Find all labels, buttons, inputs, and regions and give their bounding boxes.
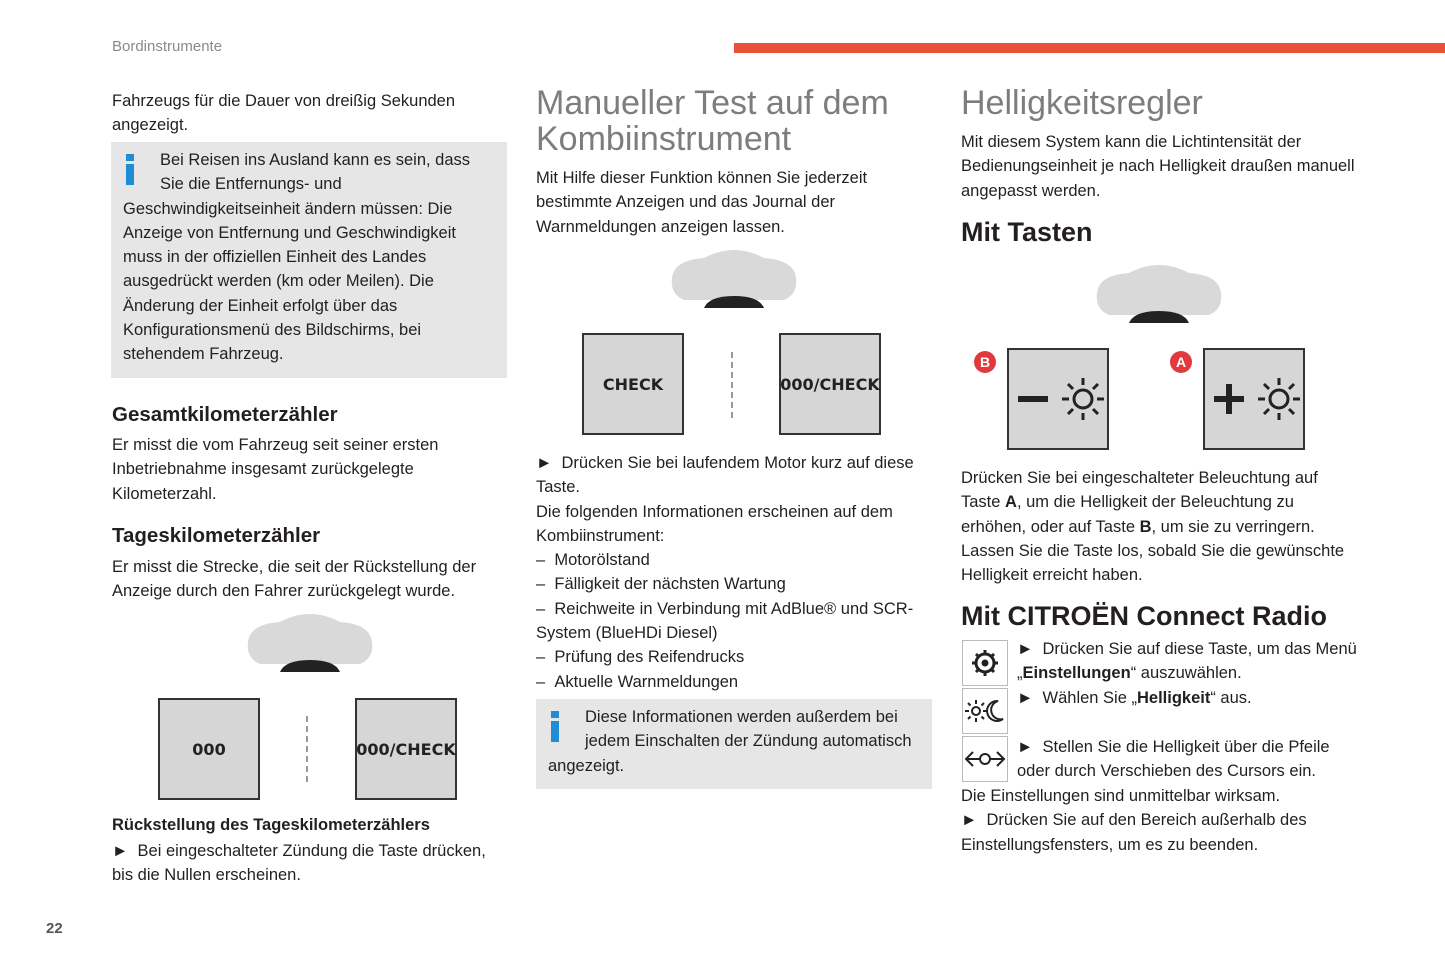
radio-effect: Die Einstellungen sind unmittelbar wirksam. ► Drücken Sie auf den Bereich außerhalb des Einstellungsfensters, um es zu beenden.	[961, 784, 1361, 857]
brightness-intro	[961, 130, 1357, 203]
badge-a: A	[1170, 351, 1192, 373]
brightness-intro-text: Mit diesem System kann die Lichtintensität der Bedienungseinheit je nach Helligkeit draußen manuell angepasst werden.	[961, 133, 1355, 200]
separator	[731, 352, 733, 418]
keys-instructions: Drücken Sie bei eingeschalteter Beleuchtung auf Taste A, um die Helligkeit der Beleuchtung zu erhöhen, oder auf Taste B, um sie zu verringern. Lassen Sie die Taste los, sobald Sie die gewünschte Helligkeit erreicht haben.	[961, 469, 1345, 585]
radio-step-3: ► Stellen Sie die Helligkeit über die Pfeile oder durch Verschieben des Cursors ein.	[1017, 738, 1330, 781]
header-accent-bar	[734, 43, 1445, 53]
brightness-sun-moon-icon[interactable]	[962, 688, 1008, 734]
manual-test-step: Drücken Sie bei laufendem Motor kurz auf diese Taste.	[536, 454, 914, 497]
slider-arrows-icon[interactable]	[962, 736, 1008, 782]
page-number: 22	[46, 920, 63, 937]
connect-radio-heading: Mit CITROËN Connect Radio	[961, 601, 1327, 631]
reset-step	[112, 839, 508, 888]
check-button[interactable]: CHECK	[582, 333, 684, 435]
total-odometer-paragraph: Er misst die vom Fahrzeug seit seiner ersten Inbetriebnahme insgesamt zurückgelegte Kilometerzahl.	[112, 436, 439, 503]
info-icon	[548, 705, 570, 749]
play-arrow-icon: ►	[961, 811, 978, 830]
brightness-decrease-button[interactable]	[1007, 348, 1109, 450]
trip-odometer-text	[112, 555, 508, 604]
manual-test-title: Manueller Test auf dem Kombiinstrument	[536, 84, 889, 158]
radio-step-1: ► Drücken Sie auf diese Taste, um das Menü „Einstellungen“ auszuwählen. ► Wählen Sie „Helligkeit“ aus.	[1017, 640, 1357, 707]
separator	[306, 716, 308, 782]
col1-intro: Fahrzeugs für die Dauer von dreißig Sekunden angezeigt.	[112, 92, 456, 135]
manual-test-intro	[536, 166, 932, 239]
brightness-increase-button[interactable]	[1203, 348, 1305, 450]
manual-test-steps	[536, 451, 932, 694]
car-silhouette-icon	[664, 248, 804, 310]
minus-sun-icon	[1012, 374, 1104, 424]
total-odometer-heading: Gesamtkilometerzähler	[112, 403, 338, 426]
intro-text	[112, 89, 508, 138]
odometer-button-000-check[interactable]: 000/CHECK	[355, 698, 457, 800]
section-title: Bordinstrumente	[112, 38, 223, 55]
radio-effect-text: Die Einstellungen sind unmittelbar wirksam.	[961, 787, 1281, 805]
play-arrow-icon: ►	[536, 454, 553, 472]
travel-note	[111, 142, 507, 378]
manual-test-info-line: Die folgenden Informationen erscheinen auf dem Kombiinstrument:	[536, 502, 893, 545]
badge-b: B	[974, 351, 996, 373]
list-item: – Fälligkeit der nächsten Wartung	[536, 575, 786, 594]
list-item: – Motorölstand	[536, 551, 650, 570]
ignition-note-text: Diese Informationen werden außerdem bei jedem Einschalten der Zündung automatisch angezeigt.	[548, 708, 912, 775]
reset-step-text: Bei eingeschalteter Zündung die Taste drücken, bis die Nullen erscheinen.	[112, 842, 486, 885]
trip-odometer-paragraph: Er misst die Strecke, die seit der Rückstellung der Anzeige durch den Fahrer zurückgelegt wurde.	[112, 558, 477, 601]
car-silhouette-icon	[240, 612, 380, 674]
keys-heading: Mit Tasten	[961, 217, 1093, 247]
play-arrow-icon: ►	[112, 842, 129, 860]
play-arrow-icon: ►	[1017, 640, 1034, 658]
play-arrow-icon: ►	[1017, 688, 1034, 707]
brightness-title: Helligkeitsregler	[961, 84, 1203, 122]
settings-gear-icon[interactable]	[962, 640, 1008, 686]
odometer-button-000[interactable]: 000	[158, 698, 260, 800]
total-odometer-text	[112, 433, 508, 506]
play-arrow-icon: ►	[1017, 738, 1034, 756]
travel-note-text: Bei Reisen ins Ausland kann es sein, dass Sie die Entfernungs- und Geschwindigkeitseinheit ändern müssen: Die Anzeige von Entfernung und Geschwindigkeit muss in der offiziellen Einheit des Landes ausgedrückt werden (km oder Meilen). Die Änderung der Einheit erfolgt über das Konfigurationsmenü des Bildschirms, bei stehendem Fahrzeug.	[123, 151, 471, 364]
reset-title: Rückstellung des Tageskilometerzählers	[112, 816, 430, 834]
list-item: – Reichweite in Verbindung mit AdBlue® und SCR-System (BlueHDi Diesel)	[536, 599, 914, 643]
info-icon	[123, 148, 145, 192]
list-item: – Prüfung des Reifendrucks	[536, 648, 745, 667]
list-item: – Aktuelle Warnmeldungen	[536, 672, 739, 691]
odometer-check-button[interactable]: 000/CHECK	[779, 333, 881, 435]
trip-odometer-heading: Tageskilometerzähler	[112, 524, 321, 547]
car-silhouette-icon	[1089, 263, 1229, 325]
plus-sun-icon	[1208, 374, 1300, 424]
manual-test-intro-text: Mit Hilfe dieser Funktion können Sie jederzeit bestimmte Anzeigen und das Journal der Warnmeldungen anzeigen lassen.	[536, 169, 868, 236]
ignition-note	[536, 699, 932, 789]
